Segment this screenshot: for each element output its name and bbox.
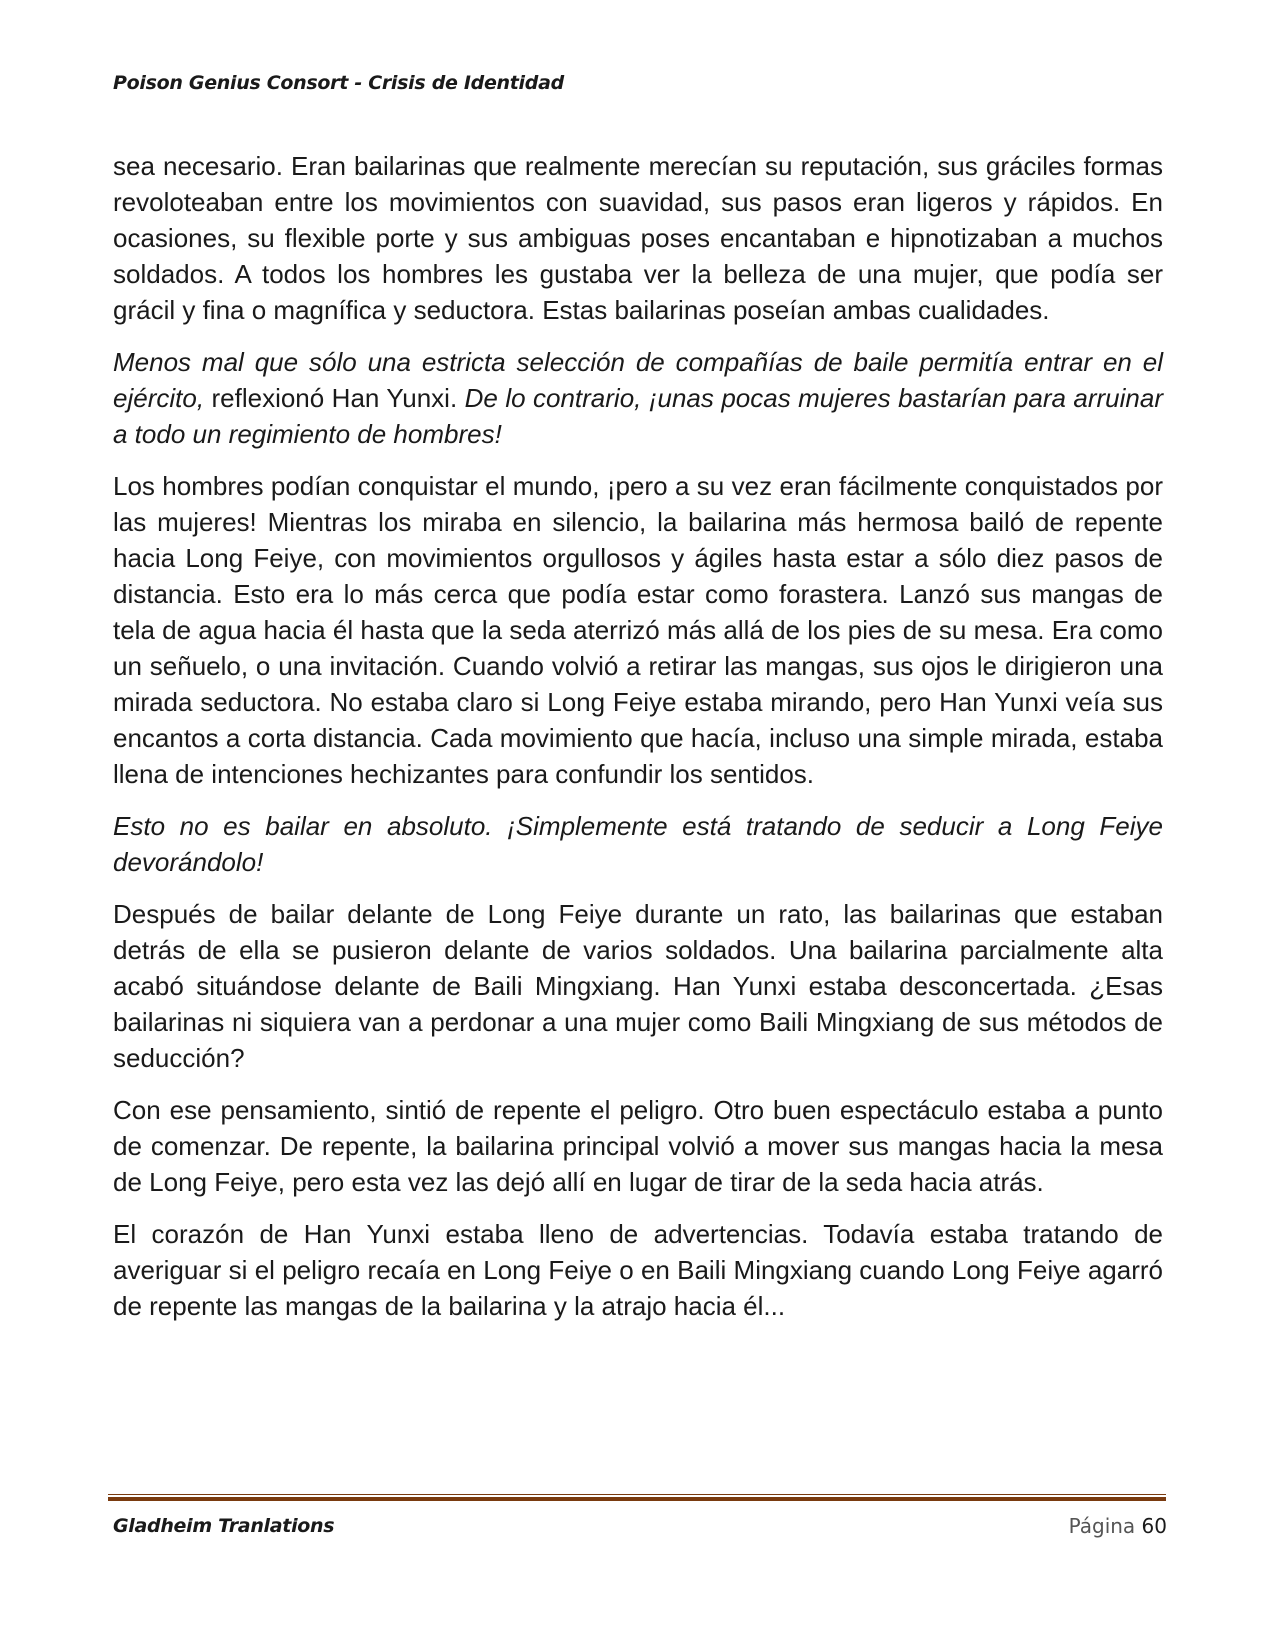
paragraph-text: Los hombres podían conquistar el mundo, ¡pero a su vez eran fácilmente conquistados por las mujeres! Mientras los miraba en silencio, la bailarina más hermosa bailó de repente hacia Long Feiye, con movimientos orgullosos y ágiles hasta estar a sólo diez pasos de distancia. Esto era lo más cerca que podía estar como forastera. Lanzó sus mangas de tela de agua hacia él hasta que la seda aterrizó más allá de los pies de su mesa. Era como un señuelo, o una invitación. Cuando volvió a retirar las mangas, sus ojos le dirigieron una mirada seductora. No estaba claro si Long Feiye estaba mirando, pero Han Yunxi veía sus encantos a corta distancia. Cada movimiento que hacía, incluso una simple mirada, estaba llena de intenciones hechizantes para confundir los sentidos.: [113, 471, 1163, 789]
paragraph-text: Después de bailar delante de Long Feiye durante un rato, las bailarinas que estaban detrás de ella se pusieron delante de varios soldados. Una bailarina parcialmente alta acabó situándose delante de Baili Mingxiang. Han Yunxi estaba desconcertada. ¿Esas bailarinas ni siquiera van a perdonar a una mujer como Baili Mingxiang de sus métodos de seducción?: [113, 899, 1163, 1073]
footer-divider: [108, 1494, 1166, 1501]
footer-divider-thin-line: [108, 1494, 1166, 1495]
footer-divider-thick-line: [108, 1497, 1166, 1501]
page-label: Página: [1068, 1514, 1136, 1538]
paragraph-text: Con ese pensamiento, sintió de repente el peligro. Otro buen espectáculo estaba a punto de comenzar. De repente, la bailarina principal volvió a mover sus mangas hacia la mesa de Long Feiye, pero esta vez las dejó allí en lugar de tirar de la seda hacia atrás.: [113, 1095, 1163, 1197]
paragraph-4: [113, 808, 1163, 880]
footer-publisher: Gladheim Tranlations: [113, 1515, 335, 1537]
paragraph-1: [113, 148, 1163, 328]
paragraph-7: [113, 1216, 1163, 1324]
paragraph-text: sea necesario. Eran bailarinas que realmente merecían su reputación, sus gráciles formas revoloteaban entre los movimientos con suavidad, sus pasos eran ligeros y rápidos. En ocasiones, su flexible porte y sus ambiguas poses encantaban e hipnotizaban a muchos soldados. A todos los hombres les gustaba ver la belleza de una mujer, que podía ser grácil y fina o magnífica y seductora. Estas bailarinas poseían ambas cualidades.: [113, 151, 1163, 325]
page-header-title: Poison Genius Consort - Crisis de Identidad: [113, 72, 564, 94]
paragraph-5: [113, 896, 1163, 1076]
paragraph-3: [113, 468, 1163, 792]
paragraph-text: El corazón de Han Yunxi estaba lleno de advertencias. Todavía estaba tratando de averiguar si el peligro recaía en Long Feiye o en Baili Mingxiang cuando Long Feiye agarró de repente las mangas de la bailarina y la atrajo hacia él...: [113, 1219, 1163, 1321]
document-body: [113, 148, 1163, 1324]
footer-page-indicator: [1069, 1514, 1167, 1538]
italic-thought: Menos mal que sólo una estricta selección de compañías de baile permitía entrar en el ejército,: [113, 347, 1163, 413]
italic-thought: De lo contrario, ¡unas pocas mujeres bastarían para arruinar a todo un regimiento de hombres!: [113, 383, 1163, 449]
paragraph-text: reflexionó Han Yunxi.: [204, 383, 465, 413]
page-number: 60: [1141, 1514, 1167, 1538]
paragraph-2: [113, 344, 1163, 452]
paragraph-6: [113, 1092, 1163, 1200]
italic-thought: Esto no es bailar en absoluto. ¡Simplemente está tratando de seducir a Long Feiye devorándolo!: [113, 811, 1163, 877]
